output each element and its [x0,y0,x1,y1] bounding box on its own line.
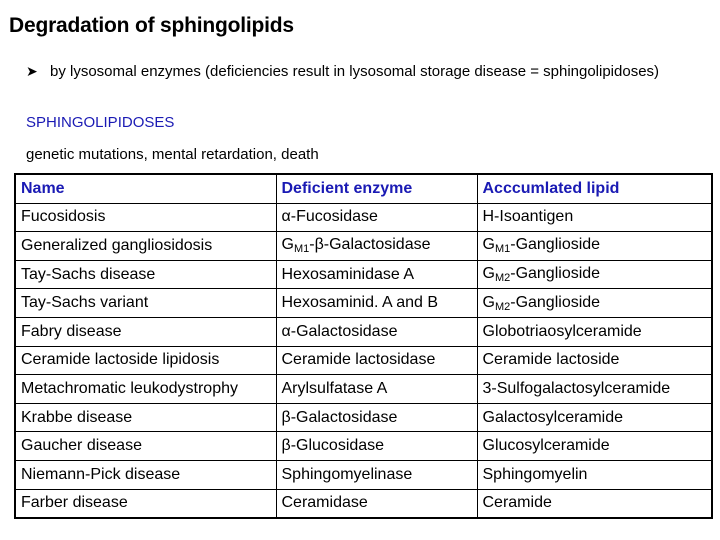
lipid-cell: H-Isoantigen [477,203,712,232]
table-row [15,232,712,261]
lipid-cell: Glucosylceramide [477,432,712,461]
enzyme-cell: Hexosaminid. A and B [276,289,477,318]
table-row [15,403,712,432]
disease-name-cell: Gaucher disease [15,432,276,461]
header-name: Name [15,174,276,203]
formula-subscript: M2 [494,272,511,285]
formula-subscript: M2 [494,300,511,313]
enzyme-cell: β-Glucosidase [276,432,477,461]
enzyme-cell: Arylsulfatase A [276,375,477,404]
table-body [15,203,712,518]
formula-suffix: -Ganglioside [510,236,601,254]
arrow-bullet-icon: ➤ [26,63,38,79]
lipid-cell: Sphingomyelin [477,460,712,489]
enzyme-cell: β-Galactosidase [276,403,477,432]
table-row [15,317,712,346]
page-title: Degradation of sphingolipids [9,14,294,37]
formula-suffix: -Ganglioside [510,293,601,311]
enzyme-cell: Sphingomyelinase [276,460,477,489]
formula-prefix: G [482,265,495,283]
table-header-row [15,174,712,203]
table-row [15,489,712,518]
enzyme-cell: α-Fucosidase [276,203,477,232]
disease-name-cell: Fucosidosis [15,203,276,232]
table-row [15,375,712,404]
sphingolipidoses-table [14,173,713,519]
formula-prefix: G [482,236,495,254]
formula-prefix: G [281,236,294,254]
enzyme-cell: α-Galactosidase [276,317,477,346]
lipid-cell [477,232,712,261]
enzyme-cell [276,232,477,261]
table-row [15,203,712,232]
section-heading: SPHINGOLIPIDOSES [26,114,175,131]
formula-subscript: M1 [293,243,310,256]
lipid-cell [477,260,712,289]
table-row [15,432,712,461]
bullet-text: by lysosomal enzymes (deficiencies result in lysosomal storage disease = sphingolipidoses) [50,63,660,80]
enzyme-cell: Ceramide lactosidase [276,346,477,375]
disease-name-cell: Tay-Sachs variant [15,289,276,318]
table-row [15,346,712,375]
lipid-cell [477,289,712,318]
lipid-cell: Ceramide lactoside [477,346,712,375]
formula-suffix: -Ganglioside [510,265,601,283]
disease-name-cell: Niemann-Pick disease [15,460,276,489]
disease-name-cell: Metachromatic leukodystrophy [15,375,276,404]
formula-subscript: M1 [494,243,511,256]
disease-name-cell: Krabbe disease [15,403,276,432]
header-lipid: Acccumlated lipid [477,174,712,203]
disease-name-cell: Tay-Sachs disease [15,260,276,289]
lipid-cell: Globotriaosylceramide [477,317,712,346]
enzyme-cell: Hexosaminidase A [276,260,477,289]
disease-name-cell: Generalized gangliosidosis [15,232,276,261]
formula-prefix: G [482,293,495,311]
disease-name-cell: Ceramide lactoside lipidosis [15,346,276,375]
enzyme-cell: Ceramidase [276,489,477,518]
formula-suffix: -β-Galactosidase [309,236,431,254]
lipid-cell: Galactosylceramide [477,403,712,432]
summary-note: genetic mutations, mental retardation, death [26,146,319,163]
table-row [15,289,712,318]
table-row [15,260,712,289]
disease-name-cell: Farber disease [15,489,276,518]
header-enzyme: Deficient enzyme [276,174,477,203]
lipid-cell: Ceramide [477,489,712,518]
lipid-cell: 3-Sulfogalactosylceramide [477,375,712,404]
bullet-point [26,60,666,83]
disease-name-cell: Fabry disease [15,317,276,346]
table-row [15,460,712,489]
